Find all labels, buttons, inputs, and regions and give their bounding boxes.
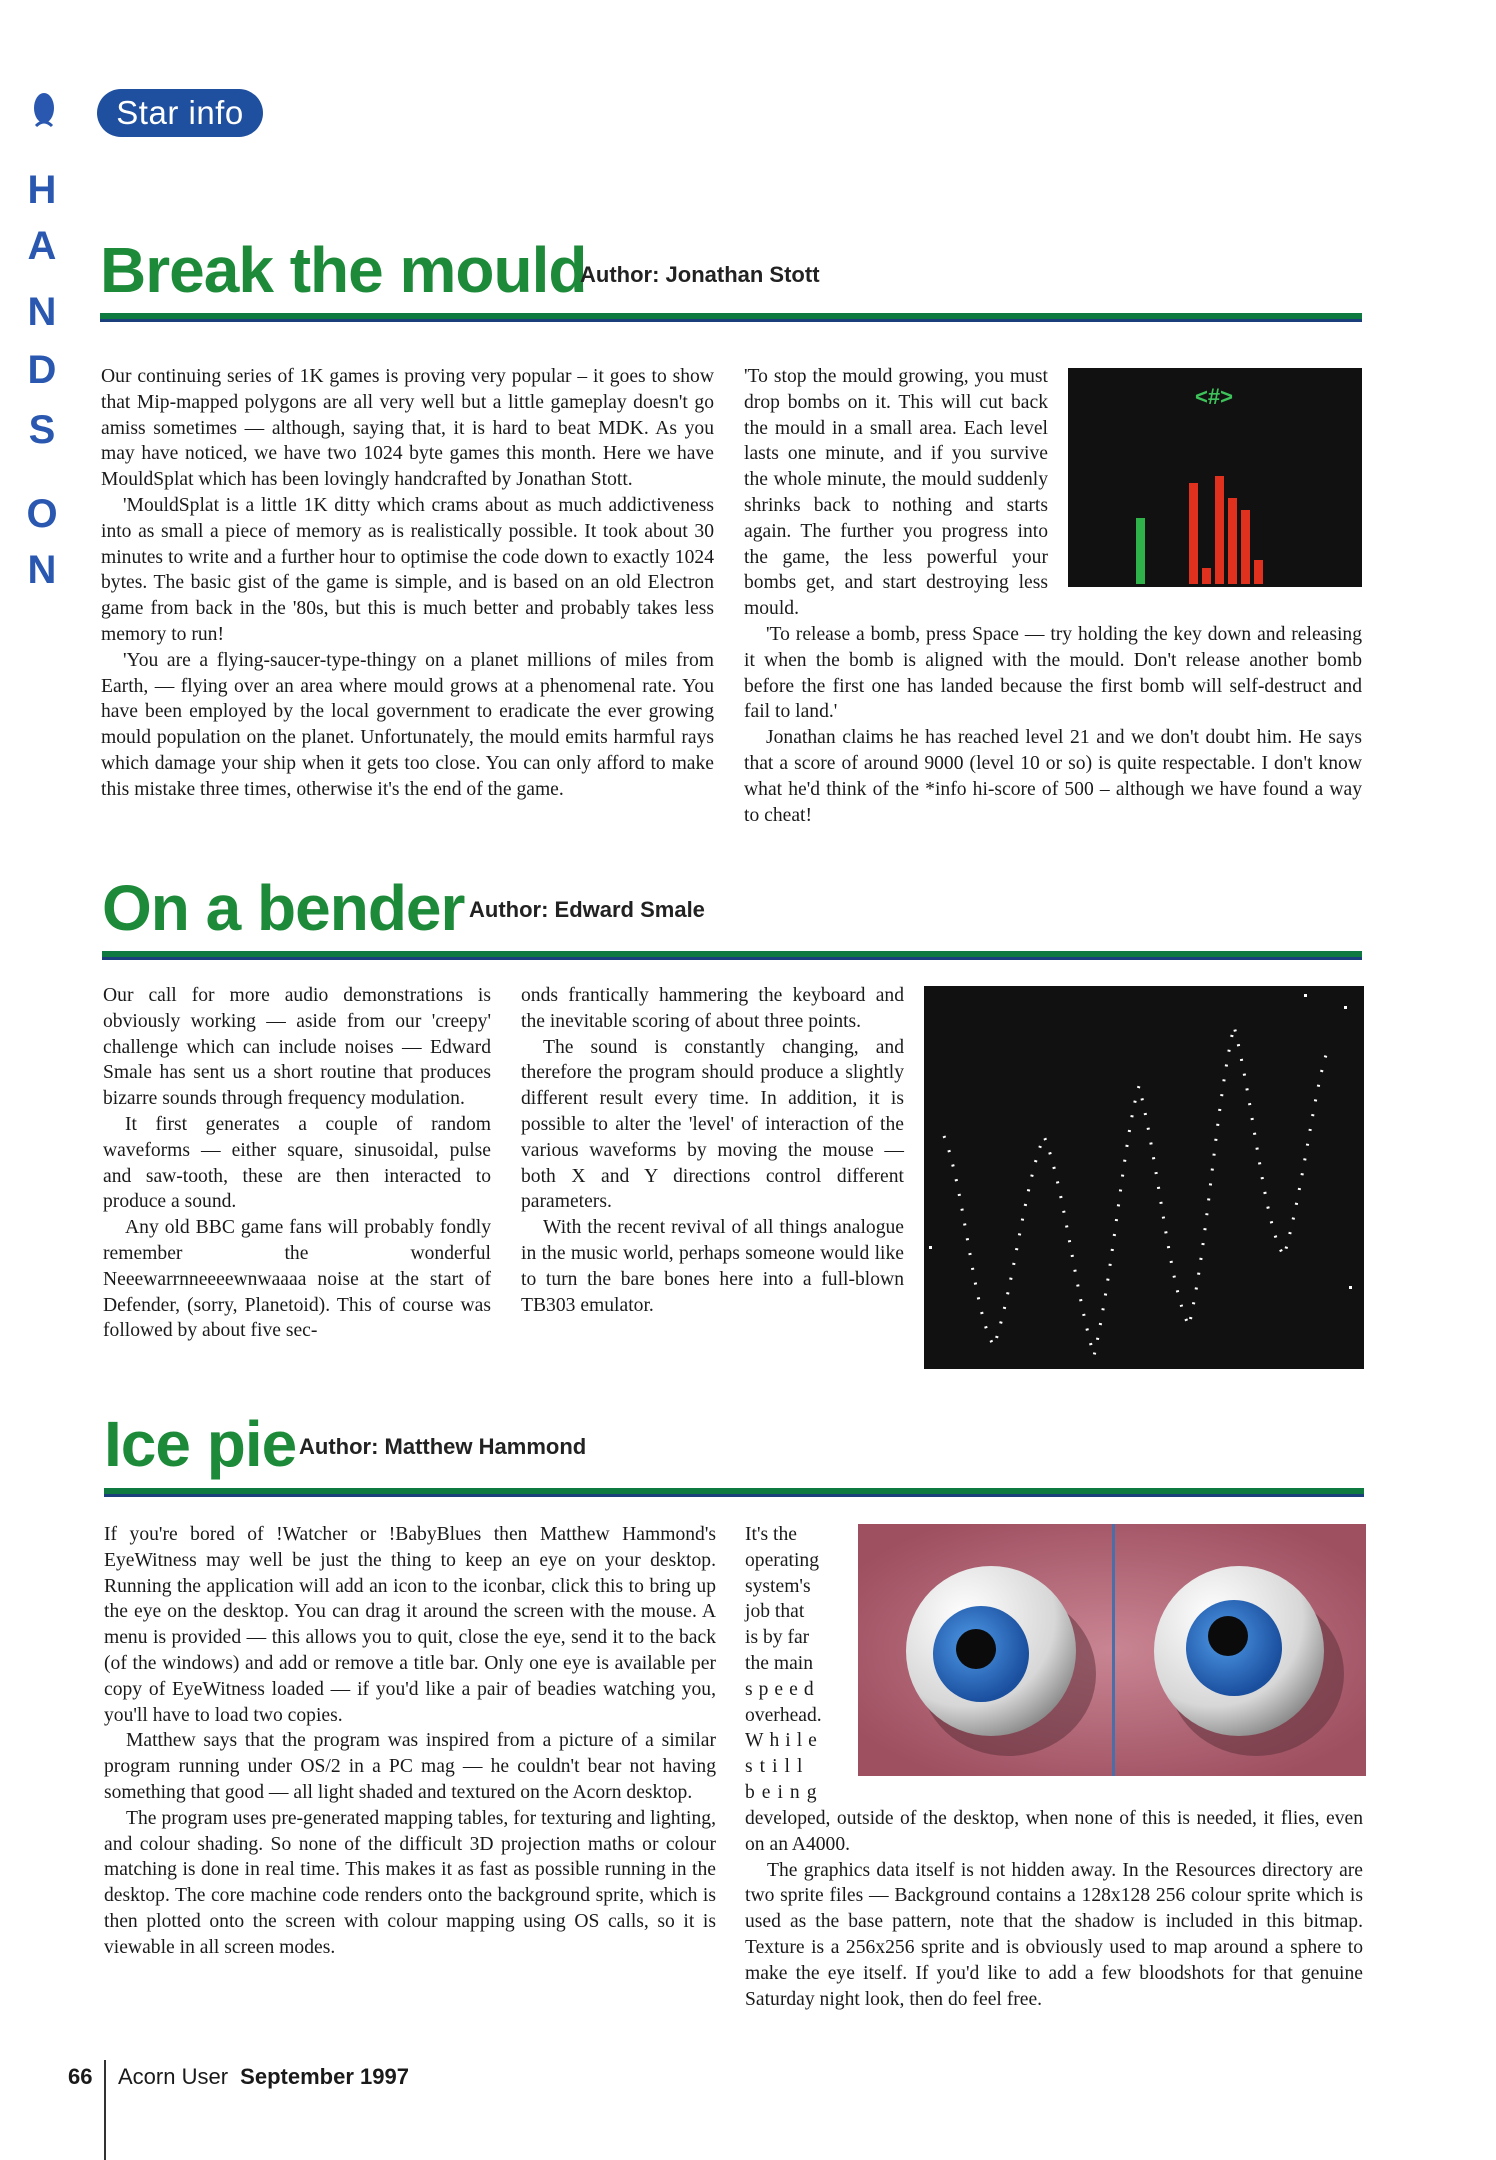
page-number: 66 xyxy=(68,2064,93,2089)
wrap-line: operating xyxy=(745,1549,819,1571)
icepie-title: Ice pie xyxy=(104,1408,297,1480)
mould-bar xyxy=(1215,476,1224,584)
bender-author: Author: Edward Smale xyxy=(469,897,705,922)
footer-divider xyxy=(104,2060,106,2160)
icepie-left-column xyxy=(104,1522,716,1961)
paragraph: 'MouldSplat is a little 1K ditty which crams about as much addictiveness into as small a piece of memory as is realistically possible. It took about 30 minutes to write and a further hour to optimise the code down to exactly 1024 bytes. The basic gist of the game is simple, and is based on an old Electron game from back in the '80s, but this is much better and probably takes less memory to run! xyxy=(101,494,714,645)
eye-logo-icon xyxy=(33,90,55,134)
paragraph: onds frantically hammering the keyboard and the inevitable scoring of about three points. xyxy=(521,985,904,1032)
wrap-line: job that xyxy=(745,1601,805,1623)
icepie-rule xyxy=(104,1488,1364,1497)
eyewitness-screenshot xyxy=(858,1524,1366,1776)
saucer-sprite: <#> xyxy=(1195,384,1233,409)
mould-rule xyxy=(100,313,1362,322)
magazine-name: Acorn User xyxy=(118,2064,229,2089)
paragraph: Any old BBC game fans will probably fondly remember the wonderful Neeewarrnneeeewnwaaaa noise at the start of Defender, (sorry, Planetoid). This of course was followed by about five sec- xyxy=(103,1217,491,1342)
mould-bar xyxy=(1202,568,1211,584)
mould-right-column xyxy=(744,364,1362,828)
wrap-line: speed xyxy=(745,1678,820,1700)
paragraph: 'To release a bomb, press Space — try holding the key down and releasing it when the bomb is aligned with the mould. Don't release another bomb before the first one has landed because the first bomb will self-destruct and fail to land.' xyxy=(744,623,1362,723)
paragraph: It first generates a couple of random waveforms — either square, sinusoidal, pulse and saw-tooth, these are then interacted to produce a sound. xyxy=(103,1113,491,1213)
mould-title: Break the mould xyxy=(100,234,587,306)
mould-left-column xyxy=(101,364,714,803)
wrap-line: being xyxy=(745,1781,824,1803)
icepie-author: Author: Matthew Hammond xyxy=(299,1434,587,1459)
wrap-line: still xyxy=(745,1756,810,1778)
paragraph: The program uses pre-generated mapping tables, for texturing and lighting, and colour shading. So none of the difficult 3D projection maths or colour matching is done in real time. This makes it as fast as possible running in the desktop. The core machine code renders onto the background sprite, which is then plotted onto the screen with colour mapping using OS calls, so it is viewable in all screen modes. xyxy=(104,1807,716,1958)
paragraph: If you're bored of !Watcher or !BabyBlues then Matthew Hammond's EyeWitness may well be just the thing to keep an eye on your desktop. Running the application will add an icon to the iconbar, click this to bring up the eye on the desktop. You can drag it around the screen with the mouse. A menu is provided — this allows you to quit, close the eye, send it to the back (of the windows) and add or remove a title bar. Only one eye is available per copy of EyeWitness loaded — if you'd like a pair of beadies watching you, you'll have to load two copies. xyxy=(104,1524,716,1726)
paragraph: The sound is constantly changing, and therefore the program should produce a slightly different result every time. In addition, it is possible to alter the 'level' of interaction of the various waveforms by moving the mouse — both X and Y directions control different parameters. xyxy=(521,1036,904,1213)
side-letter-h: H xyxy=(27,168,57,212)
bender-title: On a bender xyxy=(102,872,465,944)
side-letter-n2: N xyxy=(27,548,57,592)
icepie-right-column xyxy=(745,1806,1363,2012)
issue-date: September 1997 xyxy=(240,2064,409,2089)
side-letter-a: A xyxy=(27,224,57,268)
mould-bar xyxy=(1241,510,1250,584)
mould-bar xyxy=(1228,498,1237,584)
side-letter-o: O xyxy=(26,492,58,536)
bender-rule xyxy=(102,951,1362,960)
wrap-line: While xyxy=(745,1730,823,1752)
paragraph: 'To stop the mould growing, you must drop bombs on it. This will cut back the mould in a small area. Each level lasts one minute, and if you survive the whole minute, the mould suddenly shrinks back to nothing and starts again. The further you progress into the game, the less powerful your bombs get, and start destroying less mould. xyxy=(744,366,1048,620)
wrap-line: It's the xyxy=(745,1524,797,1545)
wrap-line: overhead. xyxy=(745,1704,822,1726)
side-letter-d: D xyxy=(27,348,57,392)
wrap-line: the main xyxy=(745,1652,814,1674)
paragraph: Jonathan claims he has reached level 21 and we don't doubt him. He says that a score of around 9000 (level 10 or so) is quite respectable. I don't know what he'd think of the *info hi-score of 500 – although we have found a way to cheat! xyxy=(744,727,1362,826)
paragraph: Our call for more audio demonstrations is obviously working — aside from our 'creepy' challenge which can include noises — Edward Smale has sent us a short routine that produces bizarre sounds through frequency modulation. xyxy=(103,985,491,1110)
paragraph: Our continuing series of 1K games is proving very popular – it goes to show that Mip-mapped polygons are all very well but a little gameplay doesn't go amiss sometimes — although, saying that, it is hard to beat MDK. As you may have noticed, we have two 1024 byte games this month. Here we have MouldSplat which has been lovingly handcrafted by Jonathan Stott. xyxy=(101,366,714,491)
waveform-dots xyxy=(924,986,1364,1369)
bender-column-1 xyxy=(103,983,491,1344)
paragraph: developed, outside of the desktop, when none of this is needed, it flies, even on an A4000. xyxy=(745,1808,1363,1855)
mould-bar xyxy=(1136,518,1145,584)
paragraph: 'You are a flying-saucer-type-thingy on a planet millions of miles from Earth, — flying over an area where mould grows at a phenomenal rate. You have been employed by the local government to eradicate the ever growing mould population on the planet. Unfortunately, the mould emits harmful rays which damage your ship when it gets too close. You can only afford to make this mistake three times, otherwise it's the end of the game. xyxy=(101,649,714,800)
mould-bar xyxy=(1189,483,1198,584)
mould-screenshot xyxy=(1068,368,1362,587)
paragraph: Matthew says that the program was inspired from a picture of a similar program running under OS/2 in a PC mag — he couldn't bear not having something that good — all light shaded and textured on the Acorn desktop. xyxy=(104,1730,716,1803)
paragraph: With the recent revival of all things analogue in the music world, perhaps someone would like to turn the bare bones here into a full-blown TB303 emulator. xyxy=(521,1217,904,1316)
side-letter-s: S xyxy=(28,408,56,452)
side-letter-n: N xyxy=(27,290,57,334)
wrap-line: system's xyxy=(745,1575,811,1597)
wrap-line: is by far xyxy=(745,1627,810,1649)
bender-column-2 xyxy=(521,983,904,1318)
waveform-screenshot xyxy=(924,986,1364,1369)
mould-bar xyxy=(1254,560,1263,584)
waveform-trace xyxy=(944,1026,1329,1356)
paragraph: The graphics data itself is not hidden away. In the Resources directory are two sprite files — Background contains a 128x128 256 colour sprite which is used as the base pattern, note that the shadow is included in this bitmap. Texture is a 256x256 sprite and is obviously used to map around a sphere to make the eye itself. If you'd like to add a few bloodshots for that genuine Saturday night look, then do feel free. xyxy=(745,1859,1363,2010)
mould-author: Author: Jonathan Stott xyxy=(580,262,820,287)
section-badge: Star info xyxy=(97,89,263,137)
footer-magazine xyxy=(118,2064,409,2090)
